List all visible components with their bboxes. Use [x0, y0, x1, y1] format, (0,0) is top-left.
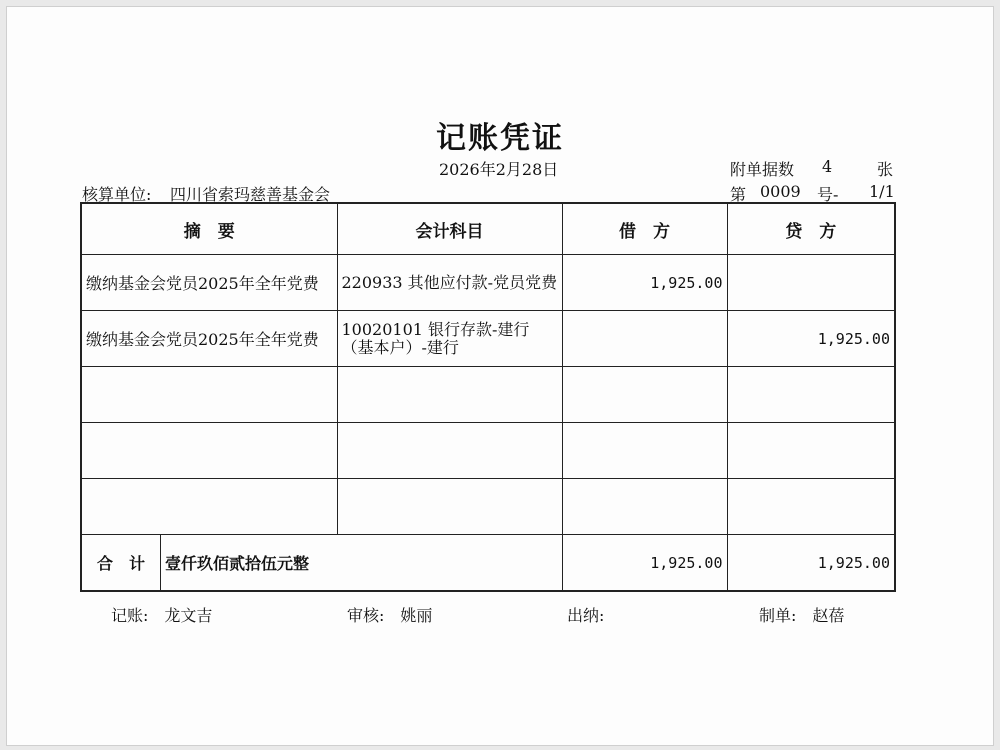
header-account: 会计科目	[337, 203, 562, 255]
row-credit	[727, 367, 895, 423]
row-credit	[727, 479, 895, 535]
header-credit: 贷 方	[727, 203, 895, 255]
bookkeeper-signature: 记账: 龙文吉	[111, 606, 213, 625]
row-debit: 1,925.00	[562, 255, 727, 311]
total-row	[81, 535, 895, 592]
row-debit	[562, 479, 727, 535]
total-debit: 1,925.00	[562, 535, 727, 592]
row-summary	[81, 479, 337, 535]
row-summary	[81, 423, 337, 479]
row-account	[337, 479, 562, 535]
voucher-number-prefix: 第	[730, 185, 747, 204]
attachments-count: 4	[822, 157, 833, 176]
table-row	[81, 367, 895, 423]
unit-label: 核算单位:	[82, 185, 152, 204]
row-debit	[562, 367, 727, 423]
table-row	[81, 311, 895, 367]
header-debit: 借 方	[562, 203, 727, 255]
row-credit	[727, 423, 895, 479]
unit-name: 四川省索玛慈善基金会	[170, 185, 331, 204]
table-row	[81, 255, 895, 311]
row-account: 220933 其他应付款-党员党费	[337, 255, 562, 311]
table-row	[81, 423, 895, 479]
total-credit: 1,925.00	[727, 535, 895, 592]
row-account: 10020101 银行存款-建行（基本户）-建行	[337, 311, 562, 367]
reviewer-signature: 审核: 姚丽	[347, 606, 433, 625]
row-summary	[81, 367, 337, 423]
voucher-table	[80, 202, 896, 592]
table-row	[81, 479, 895, 535]
row-credit: 1,925.00	[727, 311, 895, 367]
row-debit	[562, 423, 727, 479]
attachments-unit: 张	[877, 160, 894, 179]
voucher-sheet	[6, 6, 994, 746]
preparer-signature: 制单: 赵蓓	[759, 606, 845, 625]
total-amount-words: 壹仟玖佰贰拾伍元整	[165, 554, 310, 573]
table-header-row	[81, 203, 895, 255]
attachments-label: 附单据数	[730, 160, 795, 179]
total-label: 合 计	[82, 535, 161, 590]
voucher-page: 1/1	[869, 182, 895, 201]
voucher-number: 0009	[760, 182, 801, 201]
row-debit	[562, 311, 727, 367]
header-summary: 摘 要	[81, 203, 337, 255]
voucher-title: 记账凭证	[436, 121, 564, 156]
voucher-date: 2026年2月28日	[439, 160, 559, 179]
row-credit	[727, 255, 895, 311]
row-summary: 缴纳基金会党员2025年全年党费	[81, 311, 337, 367]
cashier-signature: 出纳:	[567, 606, 605, 625]
voucher-number-suffix: 号-	[817, 185, 839, 204]
row-account	[337, 367, 562, 423]
row-summary: 缴纳基金会党员2025年全年党费	[81, 255, 337, 311]
total-cell	[81, 535, 562, 592]
row-account	[337, 423, 562, 479]
